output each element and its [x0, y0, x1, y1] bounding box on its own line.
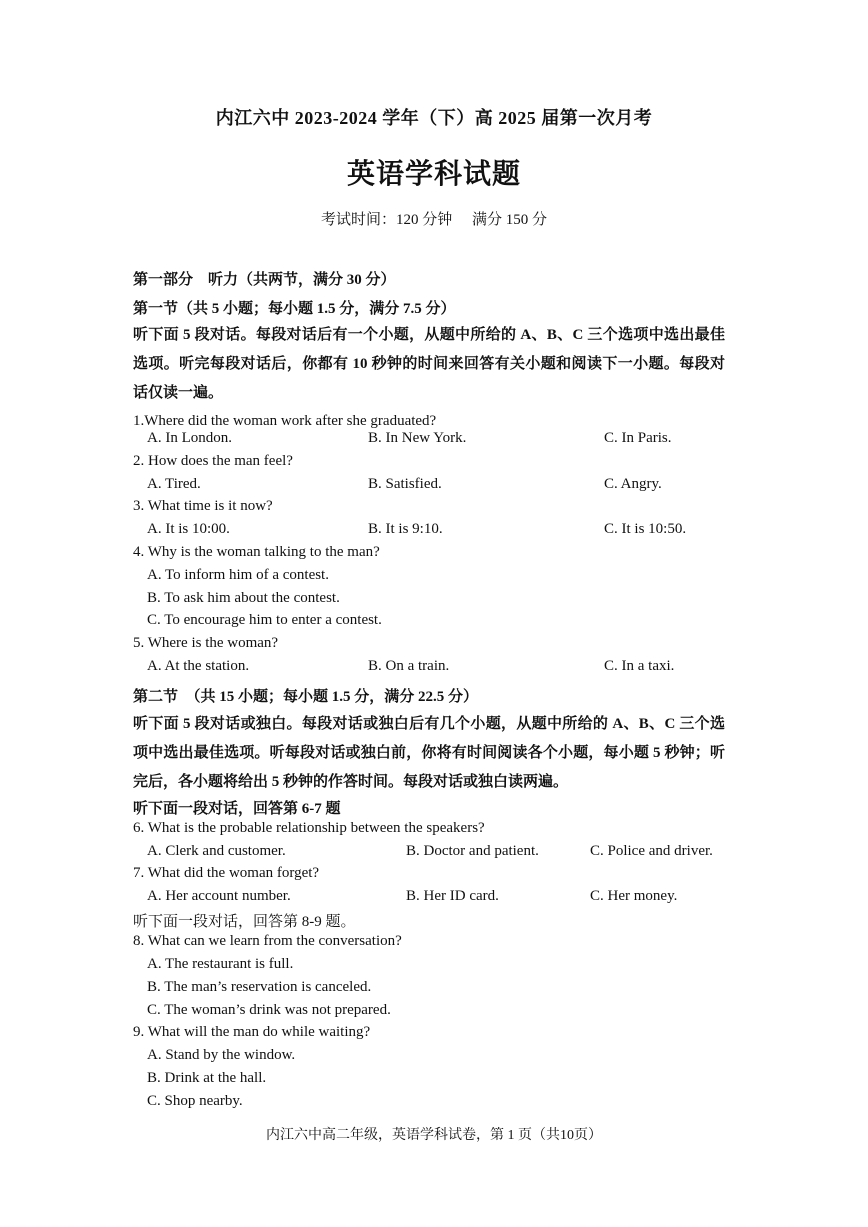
- section1-instructions: 听下面 5 段对话。每段对话后有一个小题，从题中所给的 A、B、C 三个选项中选出最佳选项。听完每段对话后，你都有 10 秒钟的时间来回答有关小题和阅读下一小题。每段对话仅读一遍。: [133, 327, 725, 401]
- section2-heading: 第二节 （共 15 小题；每小题 1.5 分，满分 22.5 分）: [133, 689, 479, 705]
- q7-option-c: C. Her money.: [590, 888, 678, 904]
- q6-option-a: A. Clerk and customer.: [147, 843, 286, 859]
- question-6: 6. What is the probable relationship between the speakers?: [133, 820, 485, 836]
- q6-option-b: B. Doctor and patient.: [406, 843, 539, 859]
- question-3: 3. What time is it now?: [133, 498, 273, 514]
- part-heading: 第一部分 听力（共两节，满分 30 分）: [133, 272, 396, 288]
- section2-instructions: 听下面 5 段对话或独白。每段对话或独白后有几个小题，从题中所给的 A、B、C 三个选项中选出最佳选项。听每段对话或独白前，你将有时间阅读各个小题，每小题 5 秒钟；听完后，各小题将给出 5 秒钟的作答时间。每段对话或独白读两遍。: [133, 716, 725, 790]
- q4-option-a: A. To inform him of a contest.: [147, 567, 329, 583]
- q4-option-b: B. To ask him about the contest.: [147, 590, 340, 606]
- q9-option-a: A. Stand by the window.: [147, 1047, 296, 1063]
- subject-title: 英语学科试题: [346, 159, 521, 190]
- q1-option-b: B. In New York.: [368, 430, 467, 446]
- exam-title: 内江六中 2023-2024 学年（下）高 2025 届第一次月考: [215, 108, 653, 128]
- q5-option-a: A. At the station.: [147, 658, 250, 674]
- q2-option-b: B. Satisfied.: [368, 476, 442, 492]
- q8-option-a: A. The restaurant is full.: [147, 956, 294, 972]
- q4-option-c: C. To encourage him to enter a contest.: [147, 612, 382, 628]
- question-4: 4. Why is the woman talking to the man?: [133, 544, 380, 560]
- question-2: 2. How does the man feel?: [133, 453, 293, 469]
- question-5: 5. Where is the woman?: [133, 635, 279, 651]
- q7-option-a: A. Her account number.: [147, 888, 291, 904]
- exam-time: 考试时间：120 分钟: [320, 212, 453, 228]
- q5-option-c: C. In a taxi.: [604, 658, 675, 674]
- q7-option-b: B. Her ID card.: [406, 888, 499, 904]
- exam-meta: [0, 208, 868, 229]
- q5-option-b: B. On a train.: [368, 658, 450, 674]
- q1-option-c: C. In Paris.: [604, 430, 672, 446]
- q3-option-a: A. It is 10:00.: [147, 521, 230, 537]
- q6-option-c: C. Police and driver.: [590, 843, 713, 859]
- q9-option-b: B. Drink at the hall.: [147, 1070, 267, 1086]
- dialog-label-6-7: 听下面一段对话，回答第 6-7 题: [133, 801, 341, 817]
- q3-option-c: C. It is 10:50.: [604, 521, 687, 537]
- q3-option-b: B. It is 9:10.: [368, 521, 443, 537]
- q9-option-c: C. Shop nearby.: [147, 1093, 243, 1109]
- page-footer: 内江六中高二年级，英语学科试卷，第 1 页（共10页）: [266, 1128, 602, 1143]
- question-1: 1.Where did the woman work after she graduated?: [133, 413, 437, 429]
- section1-heading: 第一节（共 5 小题；每小题 1.5 分，满分 7.5 分）: [133, 301, 456, 317]
- full-score: 满分 150 分: [472, 212, 548, 228]
- dialog-label-8-9: 听下面一段对话，回答第 8-9 题。: [133, 914, 356, 930]
- q2-option-c: C. Angry.: [604, 476, 662, 492]
- q8-option-b: B. The man’s reservation is canceled.: [147, 979, 372, 995]
- question-9: 9. What will the man do while waiting?: [133, 1024, 371, 1040]
- q1-option-a: A. In London.: [147, 430, 232, 446]
- q8-option-c: C. The woman’s drink was not prepared.: [147, 1002, 391, 1018]
- question-8: 8. What can we learn from the conversation?: [133, 933, 402, 949]
- question-7: 7. What did the woman forget?: [133, 865, 320, 881]
- q2-option-a: A. Tired.: [147, 476, 201, 492]
